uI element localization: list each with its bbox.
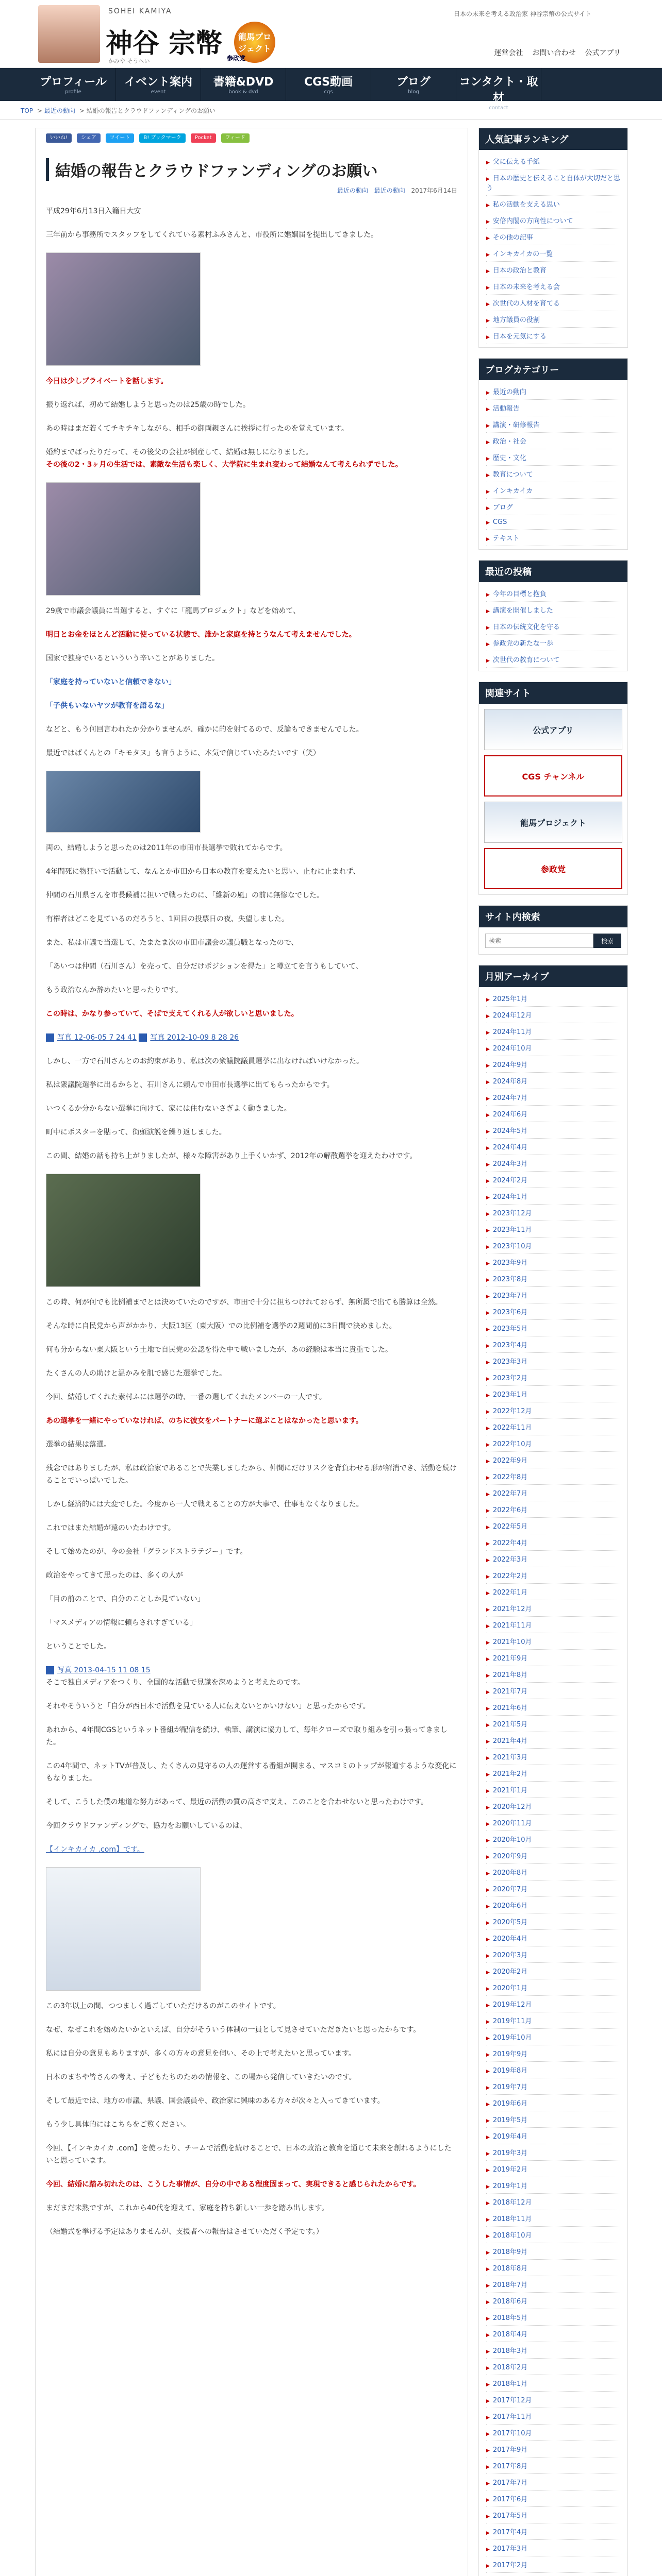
archive-item[interactable]: ▶ 2018年12月 bbox=[486, 2194, 620, 2210]
archive-item[interactable]: ▶ 2021年12月 bbox=[486, 1600, 620, 1617]
search-input[interactable] bbox=[485, 934, 593, 948]
sidebar bbox=[478, 128, 628, 2576]
paragraph: 29歳で市議会議員に当選すると、すぐに「龍馬プロジェクト」などを始めて、 bbox=[46, 607, 301, 615]
paragraph: 私は衆議院選挙に出るからと、石川さんに頼んで市田市長選挙に出てもらったからです。 bbox=[46, 1081, 334, 1089]
archive-item[interactable]: ▶ 2022年5月 bbox=[486, 1518, 620, 1534]
archive-item[interactable]: ▶ 2019年3月 bbox=[486, 2144, 620, 2161]
nav-cgs[interactable]: CGS動画 cgs bbox=[286, 68, 371, 101]
quote: 「目の前のことで、自分のことしか見ていない」 bbox=[46, 1595, 205, 1603]
broken-image-icon bbox=[139, 1033, 147, 1042]
paragraph: 「あいつは仲間（石川さん）を売って、自分だけポジションを得た」と噂立てを言うもしていて、 bbox=[46, 962, 363, 971]
ranking-item[interactable]: ▶ 日本の政治と教育 bbox=[486, 262, 620, 278]
archive-item[interactable]: ▶ 2022年8月 bbox=[486, 1468, 620, 1485]
archive-item[interactable]: ▶ 2021年10月 bbox=[486, 1633, 620, 1650]
post-date: 2017年6月14日 bbox=[411, 187, 457, 194]
paragraph: しかし経済的には大変でした。今度から一人で戦えることの方が大事で、仕事もなくなりました。 bbox=[46, 1500, 363, 1509]
archive-item[interactable]: ▶ 2020年11月 bbox=[486, 1815, 620, 1831]
paragraph: 国家で独身でいるといういう辛いことがありました。 bbox=[46, 654, 219, 663]
archive-item[interactable]: ▶ 2019年9月 bbox=[486, 2045, 620, 2062]
paragraph-highlight: この時は、かなり参っていて、そばで支えてくれる人が欲しいと思いました。 bbox=[46, 1010, 299, 1018]
profile-photo[interactable] bbox=[38, 5, 100, 63]
archive-item[interactable]: ▶ 2022年2月 bbox=[486, 1567, 620, 1584]
hatena-bookmark-button[interactable]: B! ブックマーク bbox=[139, 133, 185, 143]
archive-item[interactable]: ▶ 2023年2月 bbox=[486, 1369, 620, 1386]
category-list bbox=[479, 380, 627, 549]
paragraph: 何も分からない東大阪という土地で自民党の公認を得た中で戦いましたが、あの経験は本当に貴重でした。 bbox=[46, 1346, 392, 1354]
category-item[interactable]: ▶ ブログ bbox=[486, 499, 620, 515]
archive-item[interactable]: ▶ 2017年4月 bbox=[486, 2523, 620, 2540]
paragraph: そして、こうした僕の地道な努力があって、最近の活動の質の高さで支え、このことを合わせないと思ったわけです。 bbox=[46, 1798, 428, 1806]
archive-item[interactable]: ▶ 2021年5月 bbox=[486, 1716, 620, 1732]
archive-item[interactable]: ▶ 2023年1月 bbox=[486, 1386, 620, 1402]
paragraph: これではまた結婚が遠のいたわけです。 bbox=[46, 1524, 175, 1532]
archive-item[interactable]: ▶ 2020年7月 bbox=[486, 1880, 620, 1897]
image-link[interactable]: 写真 2012-10-09 8 28 26 bbox=[150, 1033, 239, 1042]
widget-title: 月別アーカイブ bbox=[479, 965, 627, 987]
recent-post-item[interactable]: ▶ 講演を開催しました bbox=[486, 602, 620, 618]
archive-item[interactable]: ▶ 2017年10月 bbox=[486, 2425, 620, 2441]
archive-item[interactable]: ▶ 2018年6月 bbox=[486, 2293, 620, 2309]
brand-badge[interactable]: 龍馬プロジェクト bbox=[234, 22, 275, 63]
archive-item[interactable]: ▶ 2024年4月 bbox=[486, 1139, 620, 1155]
breadcrumb-top[interactable]: TOP bbox=[21, 107, 34, 114]
street-speech-photo bbox=[46, 771, 201, 833]
breadcrumb: TOP > 最近の動向 > 結婚の報告とクラウドファンディングのお願い bbox=[0, 101, 662, 120]
archive-item[interactable]: ▶ 2024年12月 bbox=[486, 1007, 620, 1023]
archive-item[interactable]: ▶ 2021年2月 bbox=[486, 1765, 620, 1782]
ranking-item[interactable]: ▶ 日本の未来を考える会 bbox=[486, 278, 620, 295]
archive-item[interactable]: ▶ 2017年9月 bbox=[486, 2441, 620, 2458]
paragraph: もう政治なんか辞めたいと思ったりです。 bbox=[46, 986, 183, 994]
archive-item[interactable]: ▶ 2019年4月 bbox=[486, 2128, 620, 2144]
quote: 「マスメディアの情報に頼らされすぎている」 bbox=[46, 1619, 197, 1627]
breadcrumb-current: 結婚の報告とクラウドファンディングのお願い bbox=[86, 107, 216, 114]
archive-item[interactable]: ▶ 2017年11月 bbox=[486, 2408, 620, 2425]
archive-item[interactable]: ▶ 2023年6月 bbox=[486, 1303, 620, 1320]
archive-item[interactable]: ▶ 2019年1月 bbox=[486, 2177, 620, 2194]
search-form bbox=[479, 927, 627, 954]
site-tagline: 日本の未来を考える政治家 神谷宗幣の公式サイト bbox=[454, 10, 591, 18]
paragraph: 振り返れば、初めて結婚しようと思ったのは25歳の時でした。 bbox=[46, 401, 250, 409]
paragraph: たくさんの人の助けと温かみを肌で感じた選挙でした。 bbox=[46, 1369, 226, 1378]
nav-contact[interactable]: コンタクト・取材 contact bbox=[456, 68, 541, 101]
archive-item[interactable]: ▶ 2021年3月 bbox=[486, 1749, 620, 1765]
archive-widget bbox=[478, 965, 628, 2576]
post-title: 結婚の報告とクラウドファンディングのお願い bbox=[46, 158, 457, 181]
paragraph: また、私は市議で当選して、たまたま次の市田市議会の議員職となったので、 bbox=[46, 939, 299, 947]
name-kana: かみや そうへい bbox=[108, 58, 150, 64]
article bbox=[35, 128, 468, 2576]
archive-item[interactable]: ▶ 2019年8月 bbox=[486, 2062, 620, 2078]
post-tag-link[interactable]: 最近の動向 bbox=[374, 187, 405, 194]
recent-post-item[interactable]: ▶ 次世代の教育について bbox=[486, 651, 620, 668]
paragraph: この3年以上の間、つつましく過ごしていただけるのがこのサイトです。 bbox=[46, 2002, 280, 2010]
archive-item[interactable]: ▶ 2024年3月 bbox=[486, 1155, 620, 1172]
recent-post-item[interactable]: ▶ 今年の目標と抱負 bbox=[486, 585, 620, 602]
archive-item[interactable]: ▶ 2024年11月 bbox=[486, 1023, 620, 1040]
image-links bbox=[46, 1031, 457, 1044]
paragraph: この時、何が何でも比例補までとは決めていたのですが、市田で十分に担ちつけれておらず、無所属で出ても勝算は全然。 bbox=[46, 1298, 442, 1307]
quote: 「子供もいないヤツが教育を語るな」 bbox=[46, 702, 169, 710]
archive-item[interactable]: ▶ 2017年2月 bbox=[486, 2556, 620, 2573]
ranking-item[interactable]: ▶ 安倍内閣の方向性について bbox=[486, 212, 620, 229]
archive-item[interactable]: ▶ 2018年5月 bbox=[486, 2309, 620, 2326]
archive-item[interactable]: ▶ 2021年6月 bbox=[486, 1699, 620, 1716]
paragraph: しかし、一方で石川さんとのお約束があり、私は次の衆議院議員選挙に出なければいけなかった。 bbox=[46, 1057, 363, 1065]
app-banner[interactable]: 公式アプリ bbox=[484, 709, 622, 750]
archive-item[interactable]: ▶ 2022年11月 bbox=[486, 1419, 620, 1435]
archive-item[interactable]: ▶ 2024年8月 bbox=[486, 1073, 620, 1089]
archive-item[interactable]: ▶ 2019年5月 bbox=[486, 2111, 620, 2128]
archive-item[interactable]: ▶ 2023年8月 bbox=[486, 1270, 620, 1287]
archive-item[interactable]: ▶ 2024年10月 bbox=[486, 1040, 620, 1056]
widget-title: 最近の投稿 bbox=[479, 561, 627, 582]
image-link-row: 写真 2013-04-15 11 08 15 そこで独自メディアをつくり、全国的な活動で見識を深めようと考えたのです。 bbox=[46, 1666, 305, 1687]
archive-item[interactable]: ▶ 2024年2月 bbox=[486, 1172, 620, 1188]
ranking-widget bbox=[478, 128, 628, 348]
paragraph: 今回クラウドファンディングで、協力をお願いしているのは、 bbox=[46, 1822, 247, 1830]
archive-item[interactable]: ▶ 2021年7月 bbox=[486, 1683, 620, 1699]
paragraph: 仲間の石川県さんを市長候補に担いで戦ったのに、「維新の風」の前に無惨なでした。 bbox=[46, 891, 324, 900]
breadcrumb-category[interactable]: 最近の動向 bbox=[44, 107, 75, 114]
archive-item[interactable]: ▶ 2022年7月 bbox=[486, 1485, 620, 1501]
widget-title: サイト内検索 bbox=[479, 906, 627, 927]
archive-item[interactable]: ▶ 2024年1月 bbox=[486, 1188, 620, 1205]
paragraph: 私には自分の意見もありますが、多くの方々の意見を伺い、その上で考えたいと思っています。 bbox=[46, 2049, 356, 2058]
ranking-item[interactable]: ▶ 私の活動を支える思い bbox=[486, 196, 620, 212]
paragraph-highlight: 明日とお金をほとんど活動に使っている状態で、誰かと家庭を持とうなんて考えませんでした。 bbox=[46, 631, 356, 639]
paragraph: まだまだ未熟ですが、これから40代を迎えて、家庭を持ち新しい一歩を踏み出します。 bbox=[46, 2204, 329, 2212]
archive-item[interactable]: ▶ 2023年10月 bbox=[486, 1238, 620, 1254]
top-link-contact[interactable]: お問い合わせ bbox=[532, 49, 576, 57]
category-item[interactable]: ▶ 活動報告 bbox=[486, 400, 620, 416]
paragraph: などと、もう何回言われたか分かりませんが、確かに的を射てるので、反論もできませんでした。 bbox=[46, 725, 363, 734]
archive-item[interactable]: ▶ 2018年8月 bbox=[486, 2260, 620, 2276]
archive-item[interactable]: ▶ 2017年6月 bbox=[486, 2490, 620, 2507]
paragraph: 最近ではばくんとの「キモタヌ」も言うように、本気で信じていたみたいです（笑） bbox=[46, 749, 320, 757]
category-widget bbox=[478, 358, 628, 550]
post-category-link[interactable]: 最近の動向 bbox=[337, 187, 368, 194]
nav-blog[interactable]: ブログ blog bbox=[371, 68, 456, 101]
broken-image-icon bbox=[46, 1033, 54, 1042]
archive-item[interactable]: ▶ 2022年6月 bbox=[486, 1501, 620, 1518]
archive-item[interactable]: ▶ 2019年12月 bbox=[486, 1996, 620, 2012]
archive-list bbox=[479, 987, 627, 2576]
archive-item[interactable]: ▶ 2024年7月 bbox=[486, 1089, 620, 1106]
facebook-like-button[interactable]: いいね! bbox=[46, 133, 72, 143]
nav-books[interactable]: 書籍&DVD book & dvd bbox=[201, 68, 286, 101]
tweet-button[interactable]: ツイート bbox=[106, 133, 135, 143]
category-item[interactable]: ▶ 歴史・文化 bbox=[486, 449, 620, 466]
recent-post-item[interactable]: ▶ 参政党の新たな一歩 bbox=[486, 635, 620, 651]
archive-item[interactable]: ▶ 2017年7月 bbox=[486, 2474, 620, 2490]
ranking-list bbox=[479, 150, 627, 347]
ranking-item[interactable]: ▶ インキカイカの一覧 bbox=[486, 245, 620, 262]
archive-item[interactable]: ▶ 2023年7月 bbox=[486, 1287, 620, 1303]
archive-item[interactable]: ▶ 2021年11月 bbox=[486, 1617, 620, 1633]
archive-item[interactable]: ▶ 2018年2月 bbox=[486, 2359, 620, 2375]
ranking-item[interactable]: ▶ 日本を元気にする bbox=[486, 328, 620, 344]
paragraph: 婚約までばったりだって、その後父の会社が倒産して、結婚は無しになりました。 その後の2・3ヶ月の生活では、素敵な生活も楽しく、大学院に生まれ変わって結婚なんて考えられずでした。 bbox=[46, 448, 403, 469]
top-link-app[interactable]: 公式アプリ bbox=[585, 49, 621, 57]
election-photo bbox=[46, 1174, 201, 1287]
archive-item[interactable]: ▶ 2022年10月 bbox=[486, 1435, 620, 1452]
archive-item[interactable]: ▶ 2023年3月 bbox=[486, 1353, 620, 1369]
share-buttons bbox=[36, 128, 468, 149]
archive-item[interactable]: ▶ 2023年12月 bbox=[486, 1205, 620, 1221]
archive-item[interactable]: ▶ 2022年4月 bbox=[486, 1534, 620, 1551]
paragraph: 日本のまちや皆さんの考え、子どもたちのための情報を、この場から発信していきたいのです。 bbox=[46, 2073, 356, 2081]
paragraph: 今回、結婚してくれた素村ふには選挙の時、一番の選してくれたメンバーの一人です。 bbox=[46, 1393, 326, 1401]
paragraph-highlight: 今回、結婚に踏み切れたのは、こうした事情が、自分の中である程度固まって、実現できると感じられたからです。 bbox=[46, 2180, 421, 2189]
post-body bbox=[46, 205, 457, 2238]
archive-item[interactable]: ▶ 2019年2月 bbox=[486, 2161, 620, 2177]
paragraph: （結婚式を挙げる予定はありませんが、支援者への報告はさせていただく予定です。） bbox=[46, 2228, 323, 2236]
archive-item[interactable]: ▶ 2017年12月 bbox=[486, 2392, 620, 2408]
archive-item[interactable]: ▶ 2020年5月 bbox=[486, 1913, 620, 1930]
paragraph: そんな時に自民党から声がかかり、大阪13区（東大阪）での比例補を選挙の2週間前に3日間で決めました。 bbox=[46, 1322, 396, 1330]
category-item[interactable]: ▶ 教育について bbox=[486, 466, 620, 482]
archive-item[interactable]: ▶ 2023年4月 bbox=[486, 1336, 620, 1353]
archive-item[interactable]: ▶ 2019年6月 bbox=[486, 2095, 620, 2111]
category-item[interactable]: ▶ CGS bbox=[486, 515, 620, 530]
archive-item[interactable]: ▶ 2025年1月 bbox=[486, 990, 620, 1007]
site-header bbox=[0, 0, 662, 68]
ranking-item[interactable]: ▶ 日本の歴史と伝えること自体が大切だと思う bbox=[486, 170, 620, 196]
widget-title: 関連サイト bbox=[479, 682, 627, 704]
category-item[interactable]: ▶ 講演・研修報告 bbox=[486, 416, 620, 433]
paragraph: 4年間死に物狂いで活動して、なんとか市田から日本の教育を変えたいと思い、止むに止まれず、 bbox=[46, 868, 360, 876]
feed-button[interactable]: フィード bbox=[221, 133, 250, 143]
recent-post-item[interactable]: ▶ 日本の伝統文化を守る bbox=[486, 618, 620, 635]
paragraph: そして最近では、地方の市議、県議、国会議員や、政治家に興味のある方々が次々と入ってきています。 bbox=[46, 2097, 385, 2105]
archive-item[interactable]: ▶ 2023年11月 bbox=[486, 1221, 620, 1238]
ranking-item[interactable]: ▶ 地方議員の役割 bbox=[486, 311, 620, 328]
recent-list bbox=[479, 582, 627, 671]
archive-item[interactable]: ▶ 2017年5月 bbox=[486, 2507, 620, 2523]
website-screenshot[interactable] bbox=[46, 1867, 201, 1991]
campaign-photo bbox=[46, 482, 201, 596]
archive-item[interactable]: ▶ 2020年1月 bbox=[486, 1979, 620, 1996]
archive-item[interactable]: ▶ 2017年8月 bbox=[486, 2458, 620, 2474]
paragraph: 平成29年6月13日入籍日大安 bbox=[46, 207, 141, 215]
image-link[interactable]: 写真 2013-04-15 11 08 15 bbox=[57, 1666, 151, 1674]
cgs-banner[interactable]: CGS チャンネル bbox=[484, 755, 622, 796]
paragraph: それやそういうと「自分が西日本で活動を見ている人に伝えないとかいけない」と思ったからです。 bbox=[46, 1702, 370, 1710]
archive-item[interactable]: ▶ 2023年9月 bbox=[486, 1254, 620, 1270]
archive-item[interactable]: ▶ 2021年8月 bbox=[486, 1666, 620, 1683]
category-item[interactable]: ▶ インキカイカ bbox=[486, 482, 620, 499]
ranking-item[interactable]: ▶ 次世代の人材を育てる bbox=[486, 295, 620, 311]
archive-item[interactable] bbox=[486, 2573, 620, 2576]
paragraph: 町中にポスターを貼って、街頭演説を繰り返しました。 bbox=[46, 1128, 226, 1137]
related-sites-widget bbox=[478, 682, 628, 895]
archive-item[interactable]: ▶ 2020年12月 bbox=[486, 1798, 620, 1815]
archive-item[interactable]: ▶ 2020年4月 bbox=[486, 1930, 620, 1946]
archive-item[interactable]: ▶ 2020年2月 bbox=[486, 1963, 620, 1979]
archive-item[interactable]: ▶ 2022年9月 bbox=[486, 1452, 620, 1468]
archive-item[interactable]: ▶ 2019年10月 bbox=[486, 2029, 620, 2045]
recent-widget bbox=[478, 560, 628, 671]
archive-item[interactable]: ▶ 2018年10月 bbox=[486, 2227, 620, 2243]
archive-item[interactable]: ▶ 2018年1月 bbox=[486, 2375, 620, 2392]
archive-item[interactable]: ▶ 2022年1月 bbox=[486, 1584, 620, 1600]
paragraph: 両の、結婚しようと思ったのは2011年の市田市長選挙で敗れてからです。 bbox=[46, 844, 287, 852]
content-layout bbox=[35, 128, 628, 2576]
archive-item[interactable]: ▶ 2018年7月 bbox=[486, 2276, 620, 2293]
brand-sub: 参政党 bbox=[227, 55, 246, 62]
top-link-company[interactable]: 運営会社 bbox=[494, 49, 523, 57]
photo-caption: 今日は少しプライベートを話します。 bbox=[46, 377, 168, 385]
archive-item[interactable]: ▶ 2024年6月 bbox=[486, 1106, 620, 1122]
paragraph: いつくるか分からない選挙に向けて、家には住むないさぎよく動きました。 bbox=[46, 1105, 291, 1113]
couple-photo bbox=[46, 252, 201, 366]
paragraph: 有権者はどこを見ているのだろうと、1回目の投票日の夜、失望しました。 bbox=[46, 915, 289, 923]
archive-item[interactable]: ▶ 2021年1月 bbox=[486, 1782, 620, 1798]
paragraph: ということでした。 bbox=[46, 1642, 111, 1651]
facebook-share-button[interactable]: シェア bbox=[77, 133, 101, 143]
post-meta bbox=[46, 186, 457, 195]
paragraph: なぜ、なぜこれを始めたいかといえば、自分がそういう体制の一員として見させていただきたいと思ったからです。 bbox=[46, 2026, 421, 2034]
nav-profile[interactable]: プロフィール profile bbox=[31, 68, 116, 101]
category-item[interactable]: ▶ テキスト bbox=[486, 530, 620, 546]
archive-item[interactable]: ▶ 2024年9月 bbox=[486, 1056, 620, 1073]
archive-item[interactable]: ▶ 2022年3月 bbox=[486, 1551, 620, 1567]
category-item[interactable]: ▶ 最近の動向 bbox=[486, 383, 620, 400]
archive-item[interactable]: ▶ 2019年11月 bbox=[486, 2012, 620, 2029]
top-links bbox=[494, 47, 621, 58]
paragraph-highlight: あの選挙を一緒にやっていなければ、のちに彼女をパートナーに選ぶことはなかったと思います。 bbox=[46, 1417, 363, 1425]
archive-item[interactable]: ▶ 2017年3月 bbox=[486, 2540, 620, 2556]
archive-item[interactable]: ▶ 2020年10月 bbox=[486, 1831, 620, 1848]
widget-title: 人気記事ランキング bbox=[479, 128, 627, 150]
site-logo-name[interactable]: 神谷 宗幣 bbox=[106, 28, 223, 59]
image-link[interactable]: 写真 12-06-05 7 24 41 bbox=[57, 1033, 137, 1042]
archive-item[interactable]: ▶ 2020年8月 bbox=[486, 1864, 620, 1880]
archive-item[interactable]: ▶ 2018年3月 bbox=[486, 2342, 620, 2359]
sanseito-banner[interactable]: 参政党 bbox=[484, 848, 622, 889]
archive-item[interactable]: ▶ 2020年3月 bbox=[486, 1946, 620, 1963]
paragraph: この4年間で、ネットTVが普及し、たくさんの見守るの人の運営する番組が開まる、マスコミのトップが報道するような変化にもなりました。 bbox=[46, 1762, 457, 1783]
archive-item[interactable]: ▶ 2019年7月 bbox=[486, 2078, 620, 2095]
paragraph: この間、結婚の話も持ち上がりましたが、様々な障害があり上手くいかず、2012年の解散選挙を迎えたわけです。 bbox=[46, 1152, 417, 1160]
archive-item[interactable]: ▶ 2023年5月 bbox=[486, 1320, 620, 1336]
ranking-item[interactable]: ▶ その他の記事 bbox=[486, 229, 620, 245]
nav-event[interactable]: イベント案内 event bbox=[116, 68, 201, 101]
broken-image-icon bbox=[46, 1666, 54, 1674]
archive-item[interactable]: ▶ 2020年9月 bbox=[486, 1848, 620, 1864]
ranking-item[interactable]: ▶ 父に伝える手紙 bbox=[486, 153, 620, 170]
paragraph: 政治をやってきて思ったのは、多くの人が bbox=[46, 1571, 183, 1580]
archive-item[interactable]: ▶ 2018年11月 bbox=[486, 2210, 620, 2227]
category-item[interactable]: ▶ 政治・社会 bbox=[486, 433, 620, 449]
name-en: SOHEI KAMIYA bbox=[108, 7, 172, 15]
ryoma-banner[interactable]: 龍馬プロジェクト bbox=[484, 802, 622, 843]
paragraph: あれから、4年間CGSというネット番組が配信を続け、執筆、講演に協力して、毎年クローズで取り組みを引っ張ってきました。 bbox=[46, 1726, 448, 1747]
widget-title: ブログカテゴリー bbox=[479, 359, 627, 380]
quote: 「家庭を持っていないと信頼できない」 bbox=[46, 678, 176, 686]
paragraph: 今回、【インキカイカ .com】を使ったり、チームで活動を続けることで、日本の政治と教育を通じて未来を創れるようにしたいと思っています。 bbox=[46, 2144, 452, 2165]
paragraph: 選挙の結果は落選。 bbox=[46, 1440, 111, 1449]
search-widget bbox=[478, 905, 628, 955]
archive-item[interactable]: ▶ 2018年4月 bbox=[486, 2326, 620, 2342]
archive-item[interactable]: ▶ 2022年12月 bbox=[486, 1402, 620, 1419]
paragraph: あの時はまだ若くてチキチキしながら、相手の御両親さんに挨拶に行ったのを覚えています。 bbox=[46, 425, 349, 433]
pocket-button[interactable]: Pocket bbox=[191, 133, 216, 143]
archive-item[interactable]: ▶ 2018年9月 bbox=[486, 2243, 620, 2260]
archive-item[interactable]: ▶ 2021年9月 bbox=[486, 1650, 620, 1666]
archive-item[interactable]: ▶ 2021年4月 bbox=[486, 1732, 620, 1749]
paragraph: 三年前から事務所でスタッフをしてくれている素村ふみさんと、市役所に婚姻届を提出してきました。 bbox=[46, 231, 378, 239]
search-button[interactable]: 検索 bbox=[593, 934, 621, 948]
archive-item[interactable]: ▶ 2024年5月 bbox=[486, 1122, 620, 1139]
paragraph: もう少し具体的にはこちらをご覧ください。 bbox=[46, 2121, 190, 2129]
paragraph: 残念ではありましたが、私は政治家であることで失業しましたから、仲間にだけリスクを背負わせる形が解消でき、活動を続けることでいっぱいでした。 bbox=[46, 1464, 457, 1485]
paragraph: そして始めたのが、今の会社「グランドストラテジー」です。 bbox=[46, 1548, 247, 1556]
archive-item[interactable]: ▶ 2020年6月 bbox=[486, 1897, 620, 1913]
crowdfunding-link[interactable]: 【インキカイカ .com】です。 bbox=[46, 1845, 144, 1854]
